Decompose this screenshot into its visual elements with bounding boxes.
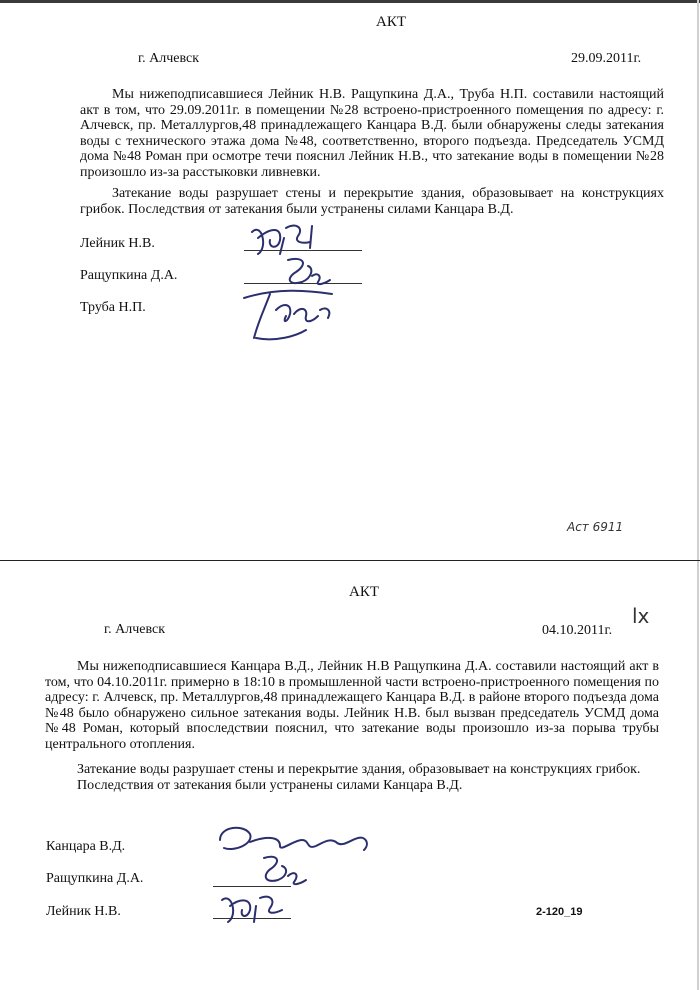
document-code: 2-120_19 [536, 906, 583, 918]
signature-scribble [210, 888, 300, 928]
act2-signatory-1: Канцара В.Д. [46, 839, 126, 854]
act1-date: 29.09.2011г. [571, 51, 642, 66]
act1-signatory-3: Труба Н.П. [80, 300, 146, 315]
act2-city: г. Алчевск [104, 622, 166, 637]
scan-top-edge [0, 0, 700, 3]
act2-paragraph-3: Последствия от затекания были устранены силами Канцара В.Д. [77, 778, 463, 793]
acts-separator-line [0, 560, 700, 561]
act1-paragraph-1: Мы нижеподписавшиеся Лейник Н.В. Ращупкина Д.А., Труба Н.П. составили настоящий акт в том, что 29.09.2011г. в помещении №28 встроено-пристроенного помещения по адресу: г. Алчевск, пр. Металлургов,48 принадлежащего Канцара В.Д. были обнаружены следы затекания воды с технического этажа дома №48, соответственно, второго подъезда. Председатель УСМД дома №48 Роман при осмотре течи пояснил Лейник Н.В., что затекание воды в помещении №28 произошло из-за расстыковки ливневки. [80, 87, 664, 180]
signature-scribble [252, 852, 312, 890]
act1-title: АКТ [376, 14, 406, 30]
act2-paragraph-1: Мы нижеподписавшиеся Канцара В.Д., Лейник Н.В Ращупкина Д.А. составили настоящий акт в том, что 04.10.2011г. примерно в 18:10 в промышленной части встроено-пристроенного помещения по адресу: г. Алчевск, пр. Металлургов,48 принадлежащего Канцара В.Д. в районе второго подъезда дома №48 было обнаружено сильное затекания воды. Лейник Н.В. был вызван председатель УСМД дома №48 Роман, который впоследствии пояснил, что затекание воды произошло из-за порыва трубы центрального отопления. [45, 659, 659, 752]
act1-paragraph-2: Затекание воды разрушает стены и перекрытие здания, образовывает на конструкциях грибок. Последствия от затекания были устранены силами Канцара В.Д. [80, 186, 664, 217]
act1-city: г. Алчевск [138, 51, 200, 66]
act2-signatory-3: Лейник Н.В. [46, 904, 121, 919]
act2-date: 04.10.2011г. [542, 623, 613, 638]
act2-paragraph-2: Затекание воды разрушает стены и перекрытие здания, образовывает на конструкциях грибок. [77, 762, 641, 777]
act2-title: АКТ [349, 584, 379, 600]
act1-signatory-2: Ращупкина Д.А. [80, 268, 178, 283]
handwritten-corner-mark: lx [632, 604, 650, 628]
handwritten-act-number: Acт 6911 [567, 520, 624, 534]
scan-right-edge [697, 0, 699, 990]
signature-scribble [236, 280, 346, 350]
act2-signatory-2: Ращупкина Д.А. [46, 871, 144, 886]
act1-signatory-1: Лейник Н.В. [80, 236, 155, 251]
